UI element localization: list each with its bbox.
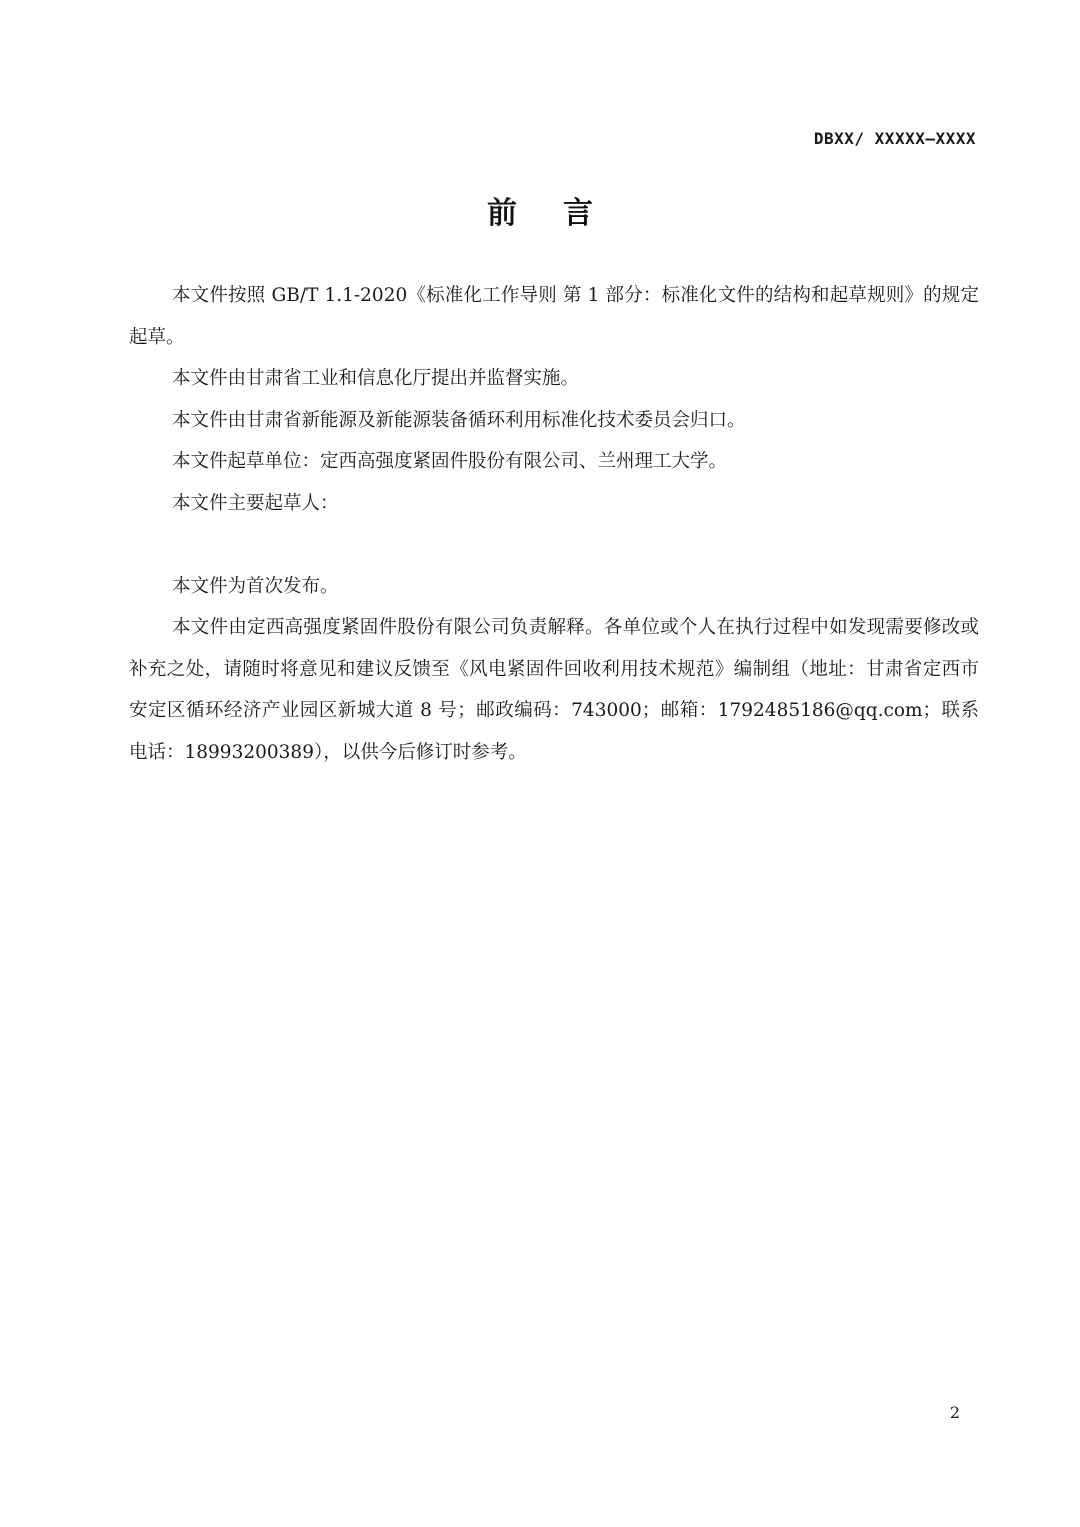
paragraph-proposer: 本文件由甘肃省工业和信息化厅提出并监督实施。 [172, 368, 580, 389]
document-body [129, 275, 979, 773]
page-title: 前言 [487, 196, 639, 231]
document-code: DBXX/ XXXXX—XXXX [813, 129, 976, 148]
paragraph-interpretation: 本文件由定西高强度紧固件股份有限公司负责解释。各单位或个人在执行过程中如发现需要修改或补充之处，请随时将意见和建议反馈至《风电紧固件回收利用技术规范》编制组（地址：甘肃省定西市安定区循环经济产业园区新城大道 8 号；邮政编码：743000；邮箱：1792485186@qq.com；联系电话：18993200389），以供今后修订时参考。 [129, 617, 979, 763]
paragraph-drafting-units: 本文件起草单位：定西高强度紧固件股份有限公司、兰州理工大学。 [172, 451, 728, 472]
paragraph-main-drafters: 本文件主要起草人： [172, 492, 339, 514]
paragraph-drafting-basis: 本文件按照 GB/T 1.1-2020《标准化工作导则 第 1 部分：标准化文件的结构和起草规则》的规定起草。 [129, 285, 979, 348]
paragraph-centralized-unit: 本文件由甘肃省新能源及新能源装备循环利用标准化技术委员会归口。 [172, 409, 746, 431]
paragraph-first-release: 本文件为首次发布。 [172, 575, 339, 597]
blank-line [129, 524, 979, 566]
page-number: 2 [949, 1403, 960, 1422]
